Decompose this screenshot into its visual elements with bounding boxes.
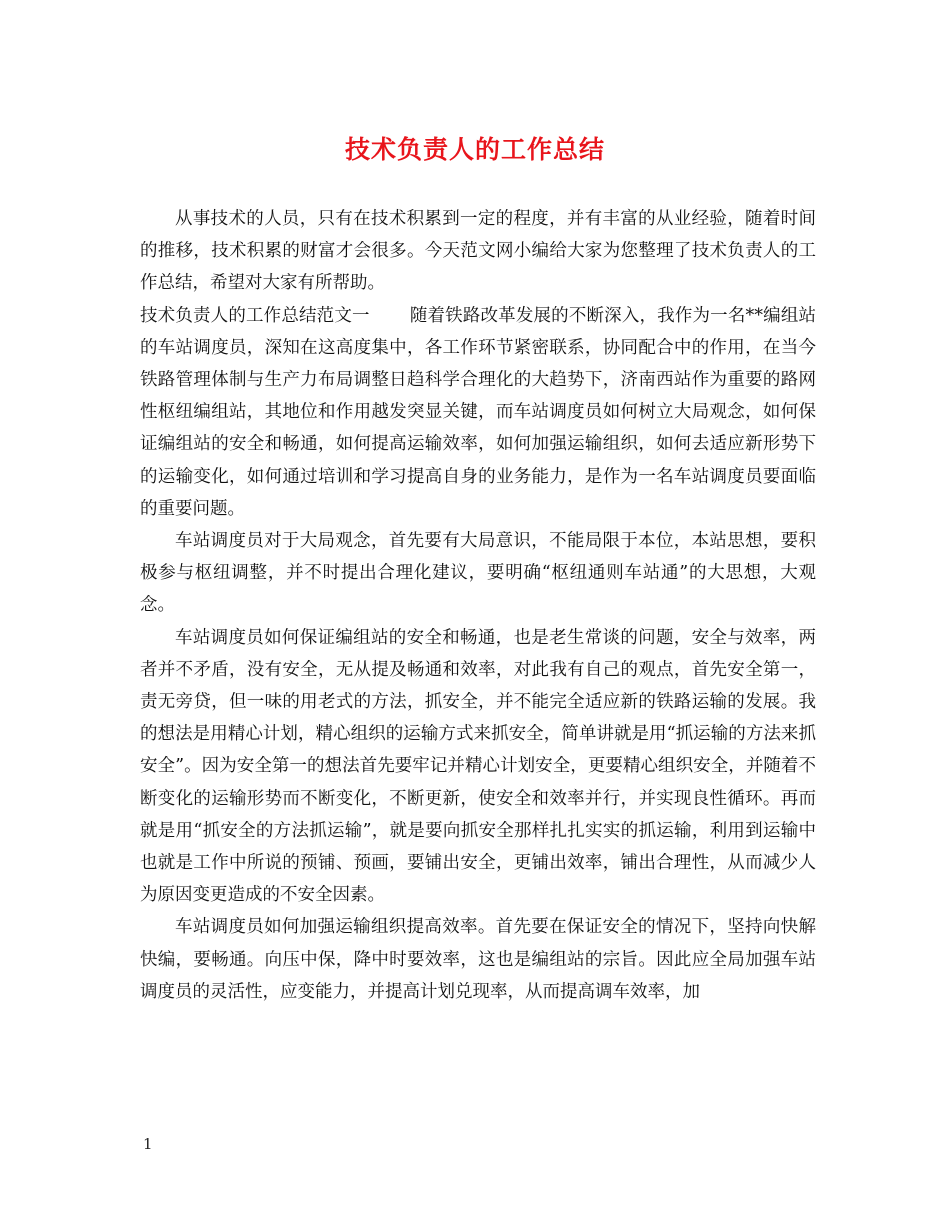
- intro-paragraph: 从事技术的人员，只有在技术积累到一定的程度，并有丰富的从业经验，随着时间的推移，技术积累的财富才会很多。今天范文网小编给大家为您整理了技术负责人的工作总结，希望对大家有所帮助。: [140, 209, 816, 294]
- section-paragraph: [140, 300, 816, 525]
- document-title: 技术负责人的工作总结: [344, 135, 605, 164]
- section-label: 技术负责人的工作总结范文一: [140, 305, 370, 326]
- section-text: 随着铁路改革发展的不断深入，我作为一名**编组站的车站调度员，深知在这高度集中，各工作环节紧密联系，协同配合中的作用，在当今铁路管理体制与生产力布局调整日趋科学合理化的大趋势下，济南西站作为重要的路网性枢纽编组站，其地位和作用越发突显关键，而车站调度员如何树立大局观念，如何保证编组站的安全和畅通，如何提高运输效率，如何加强运输组织，如何去适应新形势下的运输变化，如何通过培训和学习提高自身的业务能力，是作为一名车站调度员要面临的重要问题。: [140, 305, 817, 519]
- body-paragraph: 车站调度员如何保证编组站的安全和畅通，也是老生常谈的问题，安全与效率，两者并不矛盾，没有安全，无从提及畅通和效率，对此我有自己的观点，首先安全第一，责无旁贷，但一味的用老式的方法，抓安全，并不能完全适应新的铁路运输的发展。我的想法是用精心计划，精心组织的运输方式来抓安全，简单讲就是用“抓运输的方法来抓安全”。因为安全第一的想法首先要牢记并精心计划安全，更要精心组织安全，并随着不断变化的运输形势而不断变化，不断更新，使安全和效率并行，并实现良性循环。再而就是用“抓安全的方法抓运输”，就是要向抓安全那样扎扎实实的抓运输，利用到运输中也就是工作中所说的预铺、预画，要铺出安全，更铺出效率，铺出合理性，从而减少人为原因变更造成的不安全因素。: [140, 627, 816, 906]
- body-paragraph: 车站调度员如何加强运输组织提高效率。首先要在保证安全的情况下，坚持向快解快编，要畅通。向压中保，降中时要效率，这也是编组站的宗旨。因此应全局加强车站调度员的灵活性，应变能力，并提高计划兑现率，从而提高调车效率，加: [140, 917, 816, 1002]
- page-number: 1: [143, 1135, 153, 1153]
- document-body: [140, 203, 816, 1008]
- body-paragraph: 车站调度员对于大局观念，首先要有大局意识，不能局限于本位，本站思想，要积极参与枢纽调整，并不时提出合理化建议，要明确“枢纽通则车站通”的大思想，大观念。: [140, 531, 816, 616]
